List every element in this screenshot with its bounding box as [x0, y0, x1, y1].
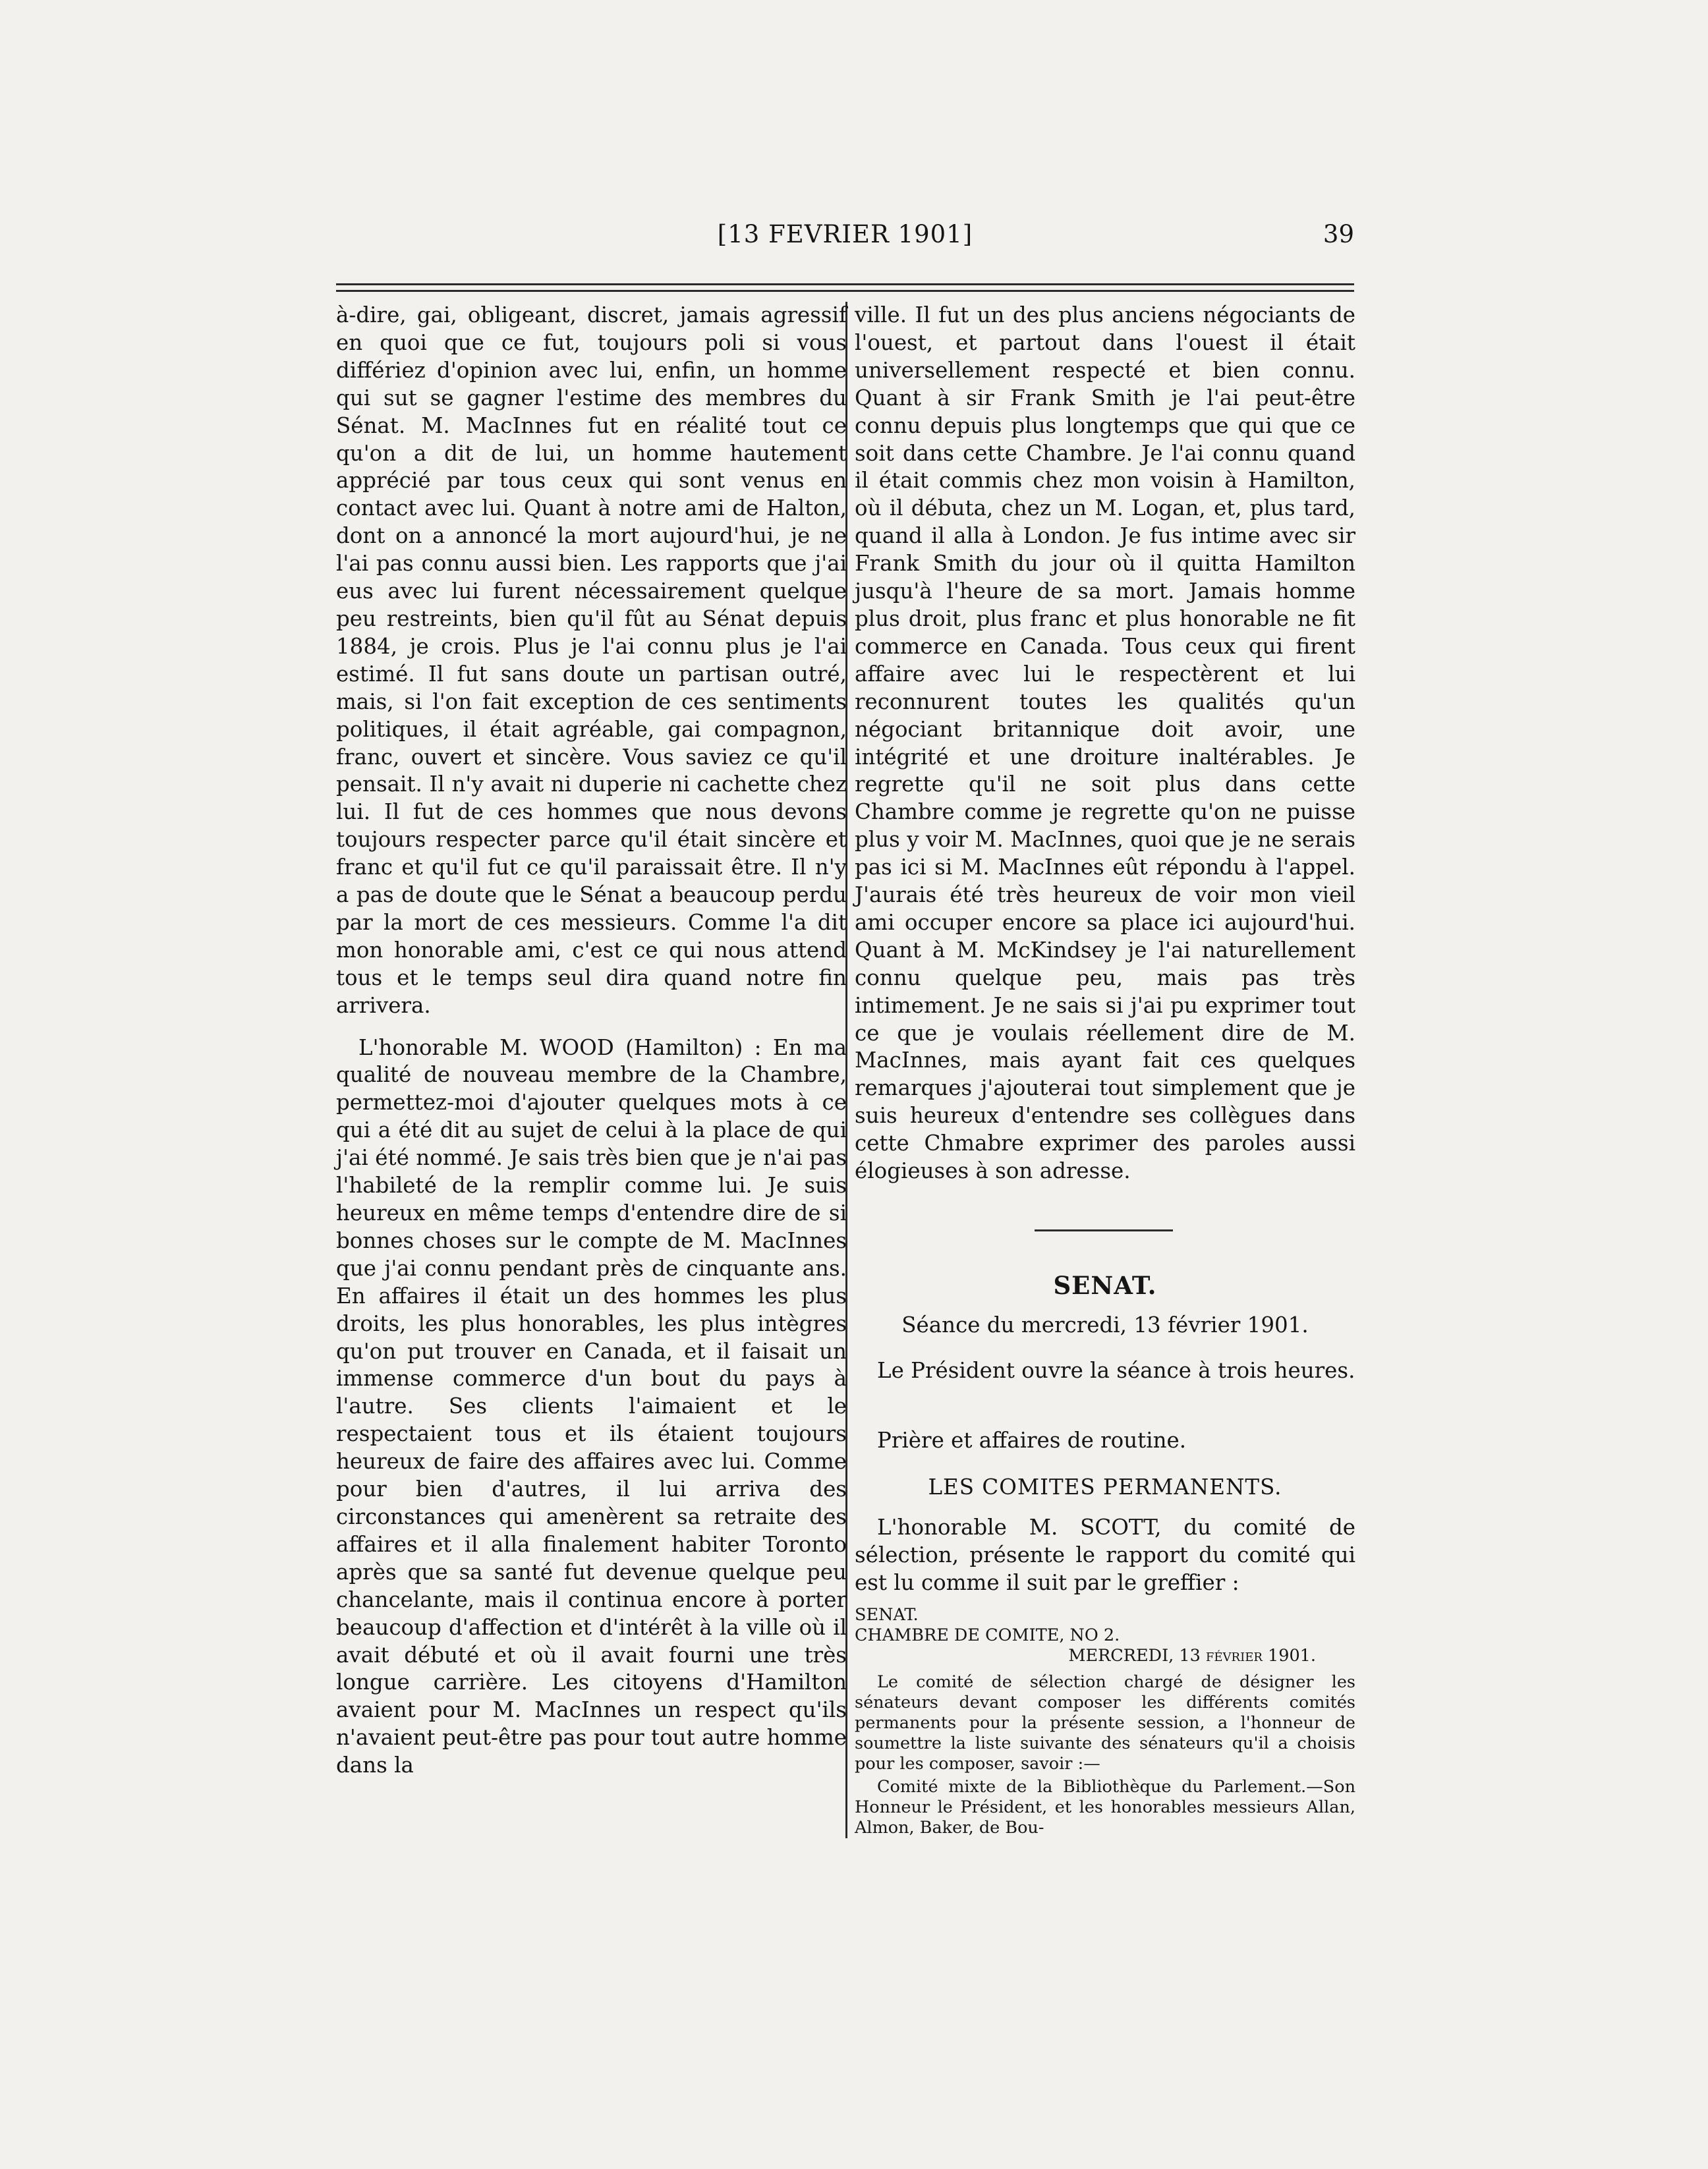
- left-column: [336, 302, 847, 1780]
- section-separator: [1035, 1229, 1173, 1231]
- wood-speech-paragraph: L'honorable M. WOOD (Hamilton) : En ma qualité de nouveau membre de la Chambre, permettez-moi d'ajouter quelques mots à ce qui a été dit au sujet de celui à la place de qui j'ai été nommé. Je sais très bien que je n'ai pas l'habileté de la remplir comme lui. Je suis heureux en même temps d'entendre dire de si bonnes choses sur le compte de M. MacInnes que j'ai connu pendant près de cinquante ans. En affaires il était un des hommes les plus droits, les plus honorables, les plus intègres qu'on put trouver en Canada, et il faisait un immense commerce d'un bout du pays à l'autre. Ses clients l'aimaient et le respectaient tous et ils étaient toujours heureux de faire des affaires avec lui. Comme pour bien d'autres, il lui arriva des circonstances qui amenèrent sa retraite des affaires et il alla finalement habiter Toronto après que sa santé fut devenue quelque peu chancelante, mais il continua encore à porter beaucoup d'affection et d'intérêt à la ville où il avait débuté et où il avait fourni une très longue carrière. Les citoyens d'Hamilton avaient pour M. MacInnes un respect qu'ils n'avaient peut-être pas pour tout autre homme dans la: [336, 1034, 847, 1778]
- seance-line: Séance du mercredi, 13 février 1901.: [901, 1312, 1309, 1338]
- report-date-line: MERCREDI, 13 février 1901.: [1068, 1646, 1316, 1666]
- report-body-continued: Comité mixte de la Bibliothèque du Parlement.—Son Honneur le Président, et les honorables messieurs Allan, Almon, Baker, de Bou-: [855, 1777, 1355, 1838]
- right-column-text: [855, 302, 1355, 1185]
- comites-heading: LES COMITES PERMANENTS.: [928, 1475, 1282, 1500]
- page-header: [336, 215, 1354, 254]
- president-paragraph: Le Président ouvre la séance à trois heures.: [877, 1358, 1355, 1383]
- page-date-title: [13 FEVRIER 1901]: [717, 220, 973, 248]
- report-chambre-line: CHAMBRE DE COMITE, NO 2.: [855, 1625, 1120, 1645]
- header-rule-top: [336, 283, 1354, 285]
- header-rule-bottom: [336, 290, 1354, 292]
- report-body: Le comité de sélection chargé de désigner les sénateurs devant composer les différents comités permanents pour la présente session, a l'honneur de soumettre la liste suivante des sénateurs qu'il a choisis pour les composer, savoir :—: [855, 1672, 1355, 1774]
- report-senat-line: SENAT.: [855, 1605, 919, 1625]
- page-number: 39: [1323, 220, 1354, 248]
- priere-paragraph: Prière et affaires de routine.: [877, 1428, 1187, 1453]
- left-paragraph: à-dire, gai, obligeant, discret, jamais agressif en quoi que ce fut, toujours poli si vous différiez d'opinion avec lui, enfin, un homme qui sut se gagner l'estime des membres du Sénat. M. MacInnes fut en réalité tout ce qu'on a dit de lui, un homme hautement apprécié par tous ceux qui sont venus en contact avec lui. Quant à notre ami de Halton, dont on a annoncé la mort aujourd'hui, je ne l'ai pas connu aussi bien. Les rapports que j'ai eus avec lui furent nécessairement quelque peu restreints, bien qu'il fût au Sénat depuis 1884, je crois. Plus je l'ai connu plus je l'ai estimé. Il fut sans doute un partisan outré, mais, si l'on fait exception de ces sentiments politiques, il était agréable, gai compagnon, franc, ouvert et sincère. Vous saviez ce qu'il pensait. Il n'y avait ni duperie ni cachette chez lui. Il fut de ces hommes que nous devons toujours respecter parce qu'il était sincère et franc et qu'il fut ce qu'il paraissait être. Il n'y a pas de doute que le Sénat a beaucoup perdu par la mort de ces messieurs. Comme l'a dit mon honorable ami, c'est ce qui nous attend tous et le temps seul dira quand notre fin arrivera.: [336, 302, 847, 1018]
- right-paragraph: ville. Il fut un des plus anciens négociants de l'ouest, et partout dans l'ouest il était universellement respecté et bien connu. Quant à sir Frank Smith je l'ai peut-être connu depuis plus longtemps que qui que ce soit dans cette Chambre. Je l'ai connu quand il était commis chez mon voisin à Hamilton, où il débuta, chez un M. Logan, et, plus tard, quand il alla à London. Je fus intime avec sir Frank Smith du jour où il quitta Hamilton jusqu'à l'heure de sa mort. Jamais homme plus droit, plus franc et plus honorable ne fit commerce en Canada. Tous ceux qui firent affaire avec lui le respectèrent et lui reconnurent toutes les qualités qu'un négociant britannique doit avoir, une intégrité et une droiture inaltérables. Je regrette qu'il ne soit plus dans cette Chambre comme je regrette qu'on ne puisse plus y voir M. MacInnes, quoi que je ne serais pas ici si M. MacInnes eût répondu à l'appel. J'aurais été très heureux de voir mon vieil ami occuper encore sa place ici aujourd'hui. Quant à M. McKindsey je l'ai naturellement connu quelque peu, mais pas très intimement. Je ne sais si j'ai pu exprimer tout ce que je voulais réellement dire de M. MacInnes, mais ayant fait ces quelques remarques j'ajouterai tout simplement que je suis heureux d'entendre ses collègues dans cette Chmabre exprimer des paroles aussi élogieuses à son adresse.: [855, 302, 1355, 1184]
- senat-heading: SENAT.: [1053, 1271, 1157, 1300]
- scott-paragraph: L'honorable M. SCOTT, du comité de sélection, présente le rapport du comité qui est lu comme il suit par le greffier :: [855, 1515, 1355, 1595]
